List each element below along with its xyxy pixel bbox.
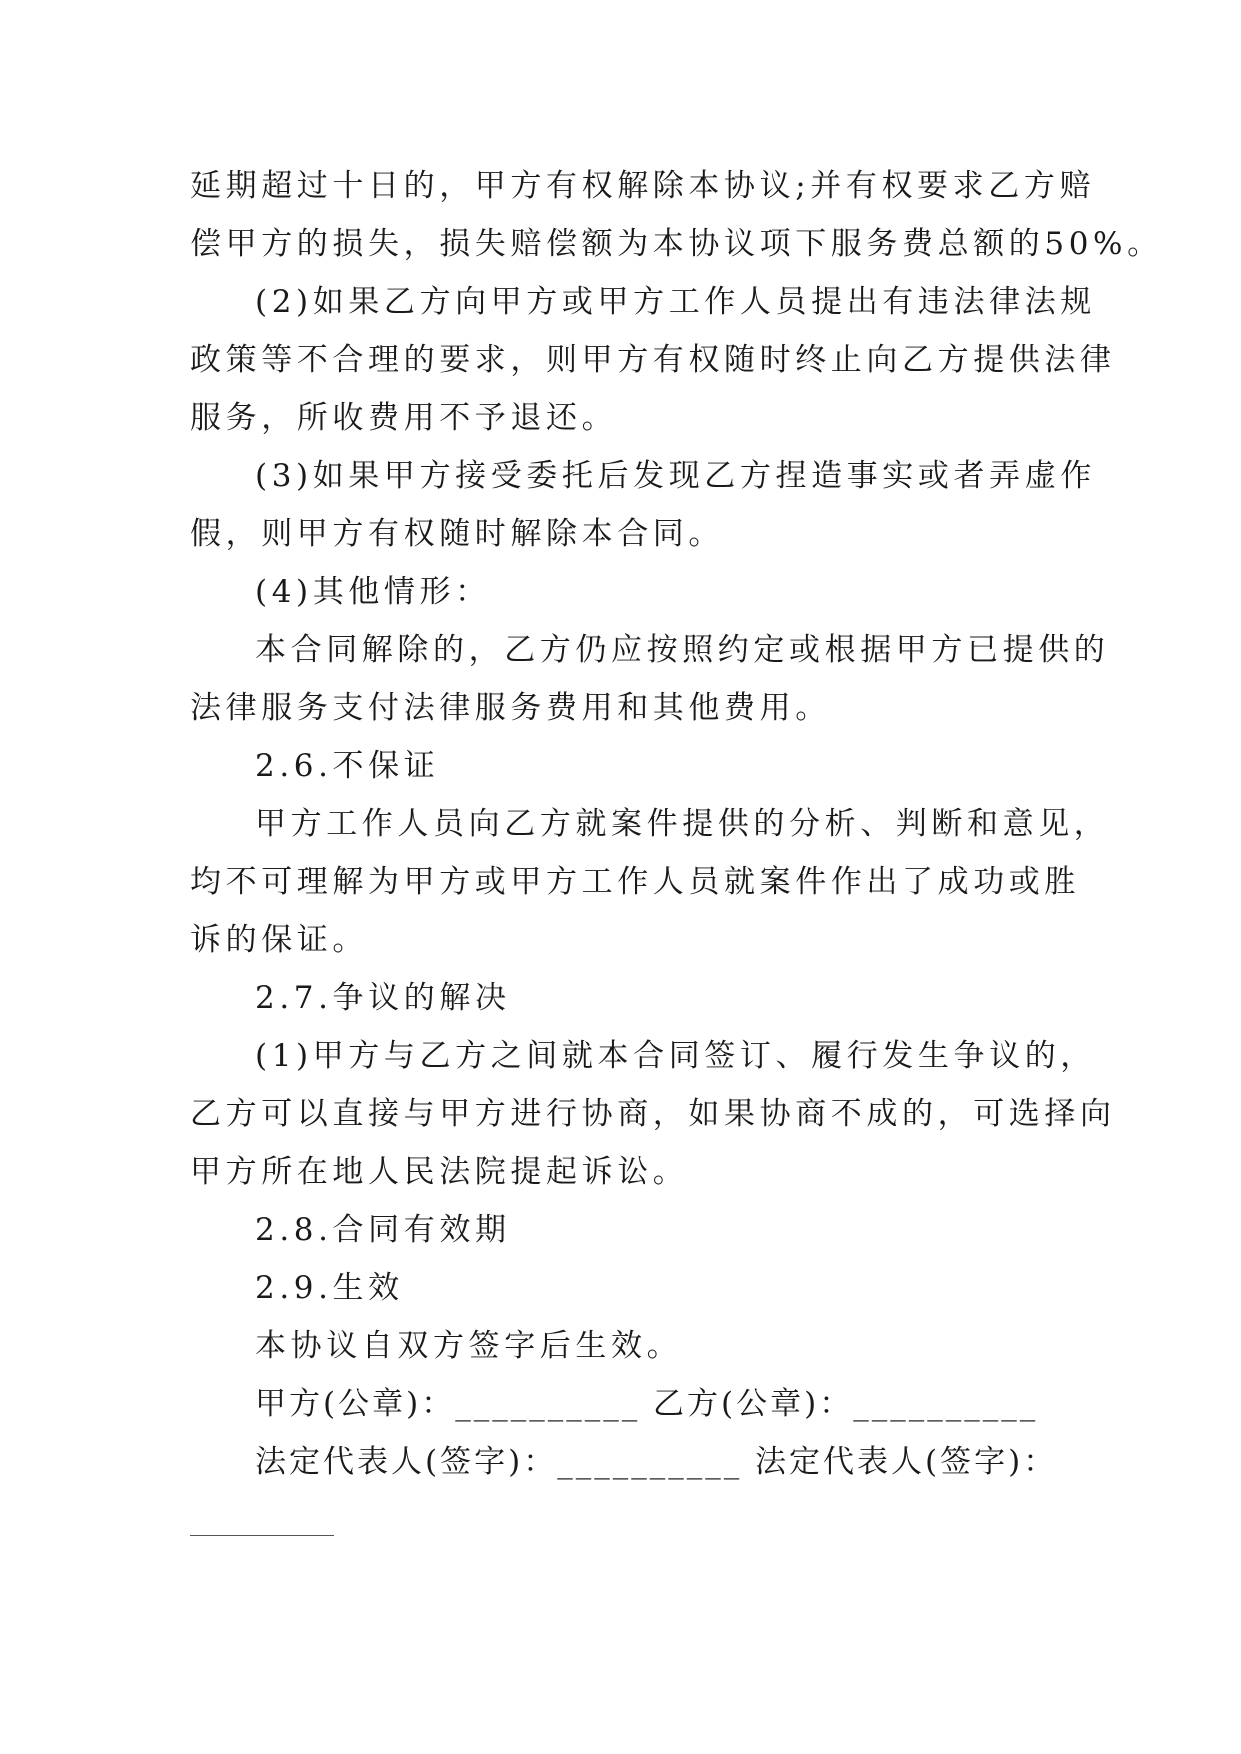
section-heading: 2.7.争议的解决: [255, 980, 511, 1016]
paragraph-line: 甲方工作人员向乙方就案件提供的分析、判断和意见，: [255, 806, 1110, 842]
section-heading: 2.9.生效: [255, 1270, 404, 1306]
signature-line-seal: 甲方(公章)：__________ 乙方(公章)：__________: [255, 1386, 1039, 1422]
paragraph-line: (3)如果甲方接受委托后发现乙方捏造事实或者弄虚作: [255, 458, 1096, 494]
signature-line-representative: 法定代表人(签字)：__________ 法定代表人(签字)：: [255, 1444, 1058, 1480]
paragraph-line: 法律服务支付法律服务费用和其他费用。: [190, 690, 831, 726]
paragraph-line: (1)甲方与乙方之间就本合同签订、履行发生争议的，: [255, 1038, 1096, 1074]
paragraph-line: 偿甲方的损失，损失赔偿额为本协议项下服务费总额的50%。: [190, 226, 1163, 262]
section-heading: 2.8.合同有效期: [255, 1212, 511, 1248]
paragraph-line: 乙方可以直接与甲方进行协商，如果协商不成的，可选择向: [190, 1096, 1116, 1132]
section-heading: 2.6.不保证: [255, 748, 440, 784]
paragraph-line: (4)其他情形：: [255, 574, 491, 610]
paragraph-line: 均不可理解为甲方或甲方工作人员就案件作出了成功或胜: [190, 864, 1080, 900]
paragraph-line: 甲方所在地人民法院提起诉讼。: [190, 1154, 689, 1190]
paragraph-line: 政策等不合理的要求，则甲方有权随时终止向乙方提供法律: [190, 342, 1116, 378]
paragraph-line: 服务，所收费用不予退还。: [190, 400, 618, 436]
paragraph-line: 诉的保证。: [190, 922, 368, 958]
paragraph-line: 本合同解除的，乙方仍应按照约定或根据甲方已提供的: [255, 632, 1110, 668]
paragraph-line: (2)如果乙方向甲方或甲方工作人员提出有违法律法规: [255, 284, 1096, 320]
paragraph-line: 延期超过十日的，甲方有权解除本协议;并有权要求乙方赔: [190, 168, 1096, 204]
paragraph-line: 假，则甲方有权随时解除本合同。: [190, 516, 724, 552]
paragraph-line: 本协议自双方签字后生效。: [255, 1328, 683, 1364]
signature-blank: [190, 1535, 334, 1536]
